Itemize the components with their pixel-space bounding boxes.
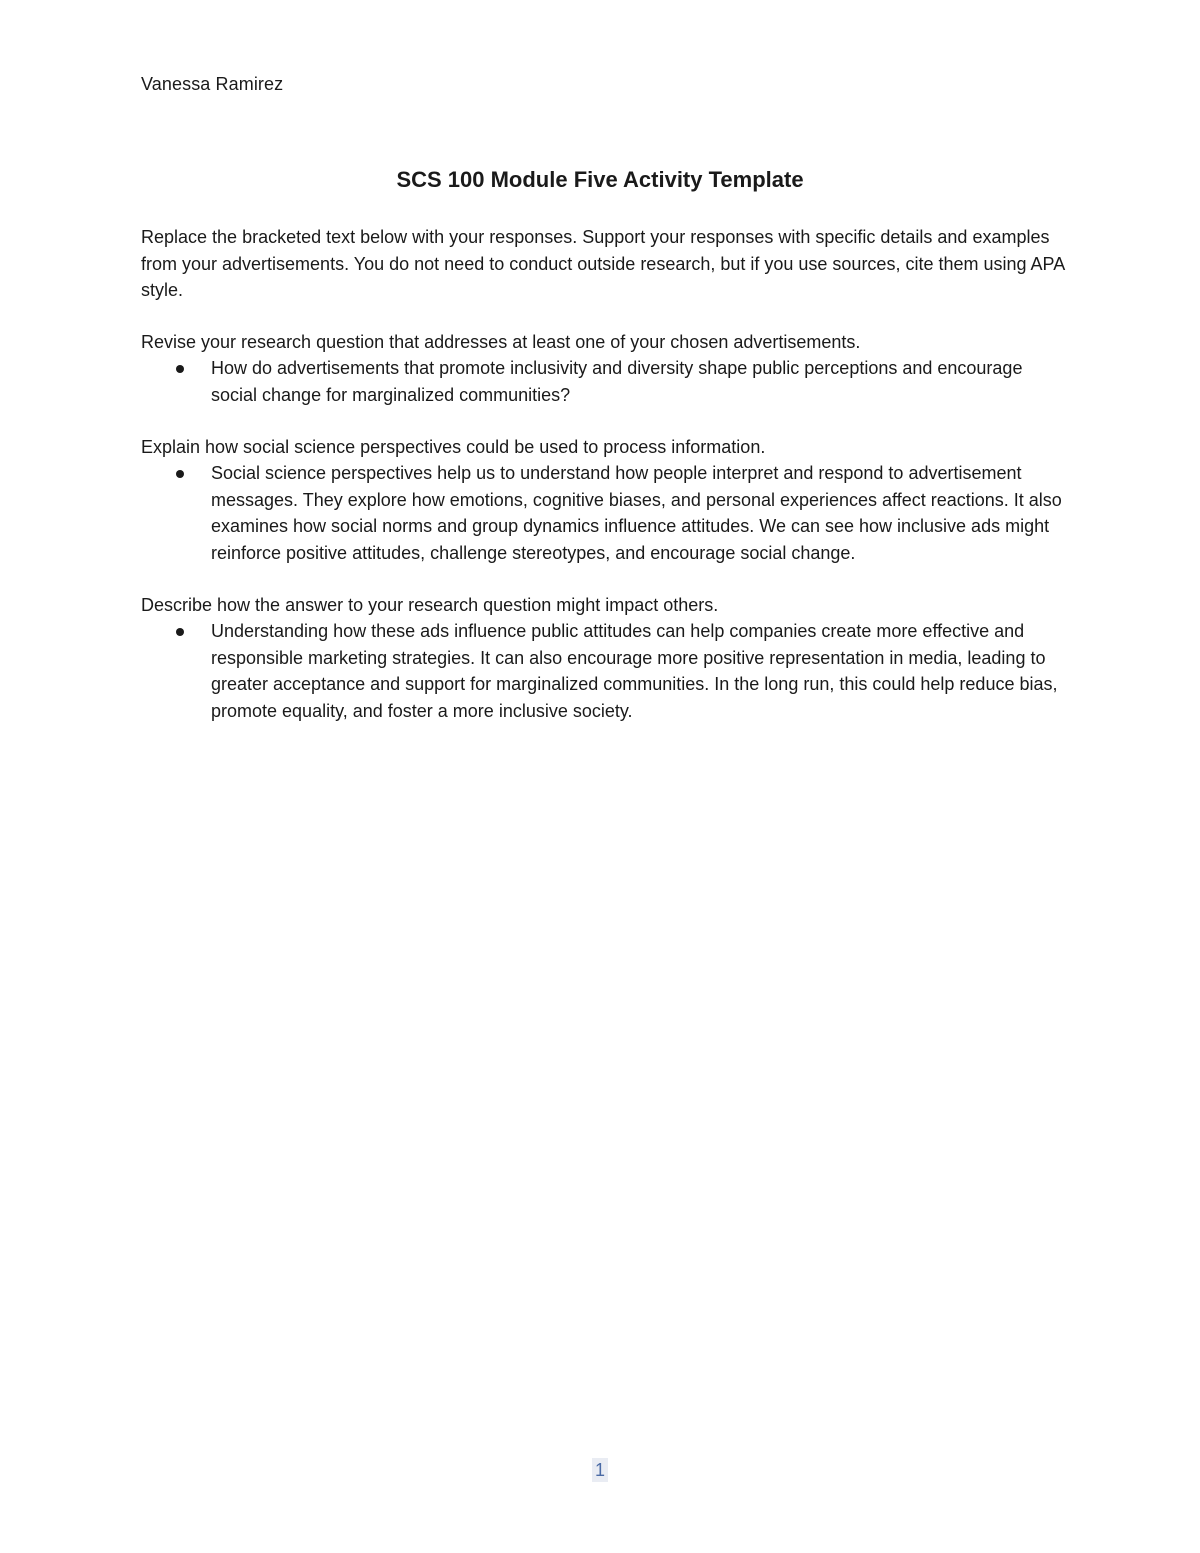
list-item [141,618,1066,724]
section-impact-on-others [141,592,1066,725]
section-response: Understanding how these ads influence public attitudes can help companies create more effective and responsible marketing strategies. It can also encourage more positive representation in media, leading to greater acceptance and support for marginalized communities. In the long run, this could help reduce bias, promote equality, and foster a more inclusive society. [211,621,1058,721]
section-research-question [141,329,1066,409]
list-item [141,355,1066,408]
document-body [141,224,1066,750]
document-title: SCS 100 Module Five Activity Template [396,167,804,192]
section-prompt: Explain how social science perspectives could be used to process information. [141,436,766,457]
section-social-science-perspectives [141,434,1066,567]
bullet-list [141,460,1066,566]
section-response: How do advertisements that promote inclusivity and diversity shape public perceptions and encourage social change for marginalized communities? [211,358,1023,405]
section-response: Social science perspectives help us to understand how people interpret and respond to advertisement messages. They explore how emotions, cognitive biases, and personal experiences affect reactions. It also examines how social norms and group dynamics influence attitudes. We can see how inclusive ads might reinforce positive attitudes, challenge stereotypes, and encourage social change. [211,463,1062,563]
page-number: 1 [592,1458,608,1482]
header-author-name: Vanessa Ramirez [141,74,284,94]
list-item [141,460,1066,566]
section-prompt: Describe how the answer to your research question might impact others. [141,594,719,615]
bullet-icon [176,470,184,478]
section-prompt: Revise your research question that addresses at least one of your chosen advertisements. [141,331,861,352]
instructions-paragraph: Replace the bracketed text below with your responses. Support your responses with specific details and examples from your advertisements. You do not need to conduct outside research, but if you use sources, cite them using APA style. [141,227,1065,301]
bullet-icon [176,365,184,373]
bullet-list [141,618,1066,724]
bullet-icon [176,628,184,636]
bullet-list [141,355,1066,408]
